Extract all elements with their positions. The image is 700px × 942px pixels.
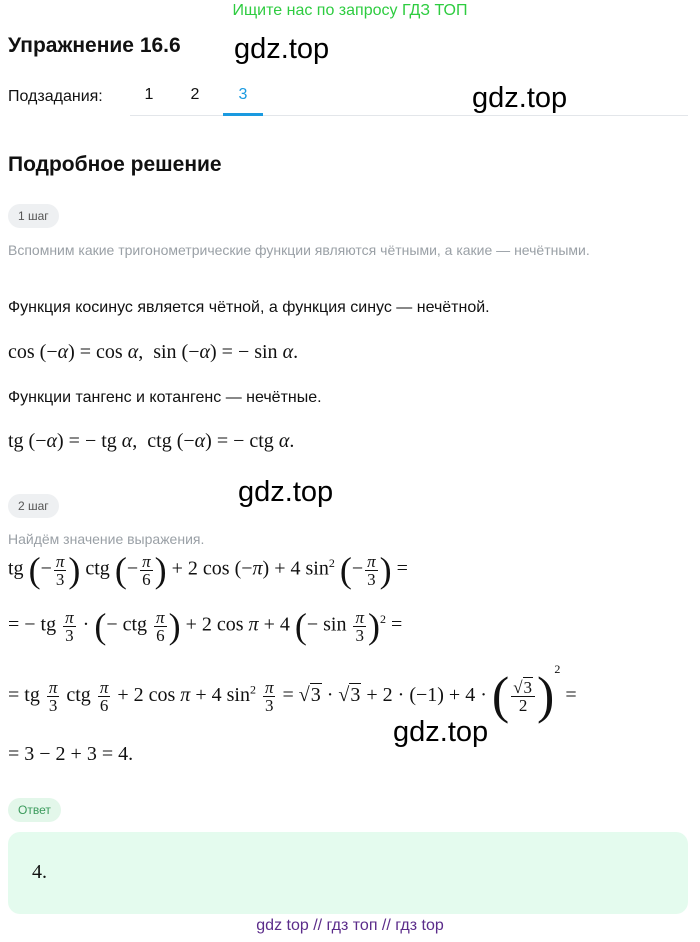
page-title: Упражнение 16.6	[8, 34, 181, 57]
step-hint: Вспомним какие тригонометрические функции являются чётными, а какие — нечётными.	[8, 242, 590, 258]
tabs-divider	[130, 115, 688, 116]
formula-line-1: tg (− $\frac{\pi}{3}$ ) ctg (− $\frac{\pi}{6}$ ) + 2 cos (−π) + 4 $\sin^2$ (− $\frac{\pi}{3}$ ) =	[8, 550, 408, 590]
section-title: Подробное решение	[8, 153, 222, 176]
watermark: gdz.top	[472, 82, 568, 114]
step-text: Функция косинус является чётной, а функция синус — нечётной.	[8, 299, 490, 316]
answer-badge: Ответ	[8, 798, 61, 822]
step-badge: 1 шаг	[8, 204, 59, 228]
step-badge: 2 шаг	[8, 494, 59, 518]
active-tab-indicator	[223, 113, 263, 116]
step-hint: Найдём значение выражения.	[8, 531, 205, 547]
tab-2[interactable]: 2	[190, 86, 200, 103]
tab-3[interactable]: 3	[238, 86, 248, 103]
answer-value: 4.	[32, 861, 47, 883]
answer-box	[8, 832, 688, 914]
formula-cos-sin: cos (−α) = cos α, sin (−α) = − sin α.	[8, 341, 299, 363]
formula-line-3: = tg $\frac{\pi}{3}$ ctg $\frac{\pi}{6}$ + 2 cos π + 4 $\sin^2$ $\frac{\pi}{3}$ = √3 · √3 + 2 · (−1) + 4 · ( $\frac{√3}{2}$ )$^2$ =	[8, 662, 577, 725]
tabs-label: Подзадания:	[8, 88, 103, 105]
formula-line-2: = − tg $\frac{\pi}{3}$ · (− ctg $\frac{\pi}{6}$ ) + 2 cos π + 4 (− sin $\frac{\pi}{3}$ )$^2$ =	[8, 606, 403, 646]
formula-line-4: = 3 − 2 + 3 = 4.	[8, 743, 134, 765]
formula-tg-ctg: tg (−α) = − tg α, ctg (−α) = − ctg α.	[8, 430, 295, 452]
watermark: gdz.top	[393, 716, 489, 748]
footer-links: gdz top // гдз топ // гдз top	[256, 917, 444, 934]
top-banner: Ищите нас по запросу ГДЗ ТОП	[232, 2, 468, 19]
tab-1[interactable]: 1	[144, 86, 154, 103]
watermark: gdz.top	[238, 476, 334, 508]
watermark: gdz.top	[234, 33, 330, 65]
step-text: Функции тангенс и котангенс — нечётные.	[8, 389, 322, 406]
